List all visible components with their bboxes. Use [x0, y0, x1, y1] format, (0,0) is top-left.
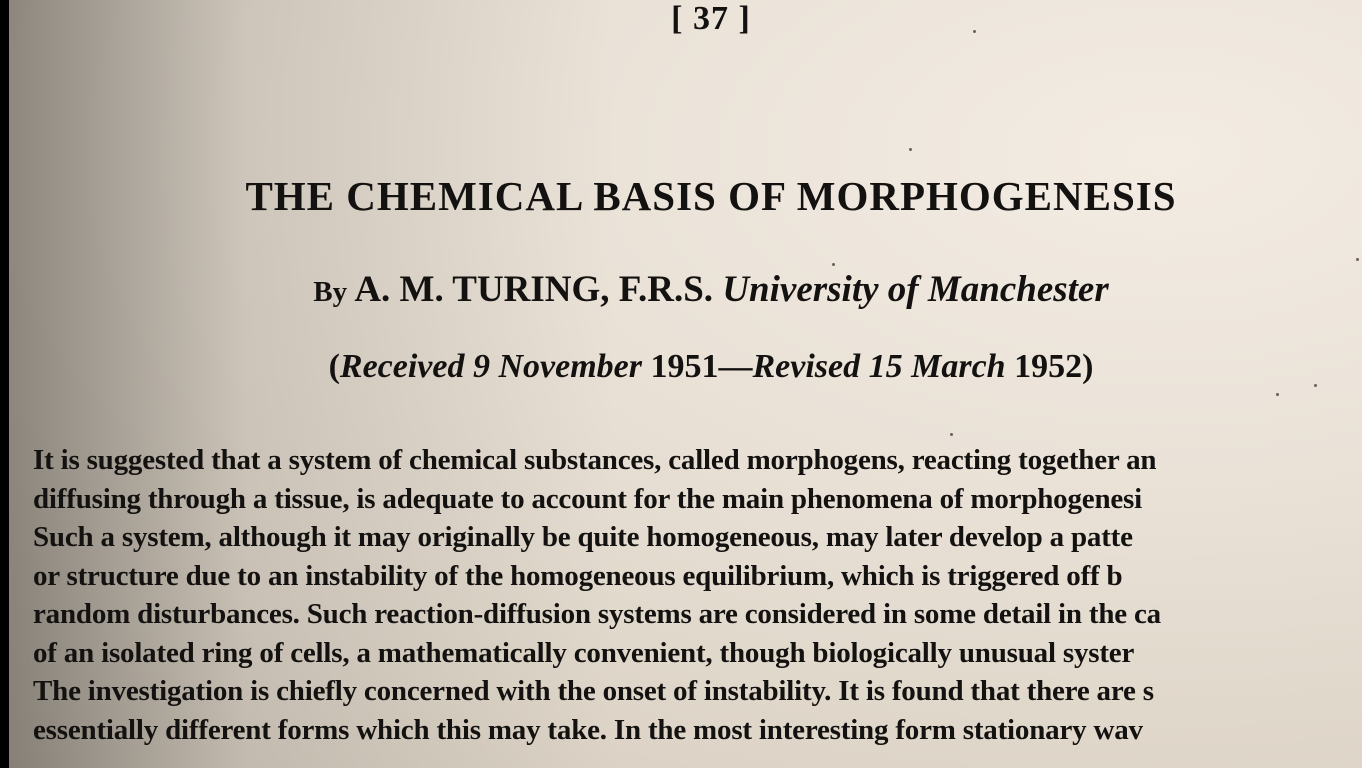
close-paren: )	[1082, 348, 1094, 385]
abstract-line: essentially different forms which this may take. In the most interesting form stationary wav	[33, 713, 1143, 746]
by-prefix: By	[313, 276, 348, 308]
right-border	[1362, 0, 1366, 768]
abstract	[33, 441, 1366, 749]
abstract-line: The investigation is chiefly concerned with the onset of instability. It is found that there are s	[33, 675, 1154, 707]
author-name: A. M. TURING, F.R.S.	[354, 269, 714, 310]
dust-speck	[1356, 258, 1359, 261]
received-label: Received 9 November	[339, 348, 642, 385]
abstract-line: of an isolated ring of cells, a mathematically convenient, though biologically unusual syster	[33, 636, 1135, 669]
abstract-line: random disturbances. Such reaction-diffusion systems are considered in some detail in the ca	[33, 598, 1161, 630]
dust-speck	[1314, 384, 1317, 387]
author-affiliation: University of Manchester	[722, 269, 1109, 310]
dust-speck	[973, 30, 976, 33]
dust-speck	[950, 433, 953, 436]
abstract-line: diffusing through a tissue, is adequate to account for the main phenomena of morphogenesi	[33, 482, 1142, 515]
open-paren: (	[328, 348, 340, 385]
date-dash: —	[718, 348, 753, 385]
dust-speck	[832, 263, 835, 266]
paper-title: THE CHEMICAL BASIS OF MORPHOGENESIS	[245, 173, 1177, 219]
abstract-line: It is suggested that a system of chemical substances, called morphogens, reacting together an	[33, 444, 1157, 476]
received-revised-line	[0, 348, 1366, 386]
received-year: 1951	[650, 348, 719, 385]
page-number: [ 37 ]	[671, 0, 751, 37]
revised-year: 1952	[1014, 348, 1083, 385]
dust-speck	[909, 148, 912, 151]
abstract-line: Such a system, although it may originally be quite homogeneous, may later develop a patte	[33, 521, 1133, 553]
author-line	[0, 268, 1366, 311]
revised-label: Revised 15 March	[752, 348, 1006, 385]
abstract-line: or structure due to an instability of the homogeneous equilibrium, which is triggered off b	[33, 559, 1123, 592]
dust-speck	[1276, 393, 1279, 396]
